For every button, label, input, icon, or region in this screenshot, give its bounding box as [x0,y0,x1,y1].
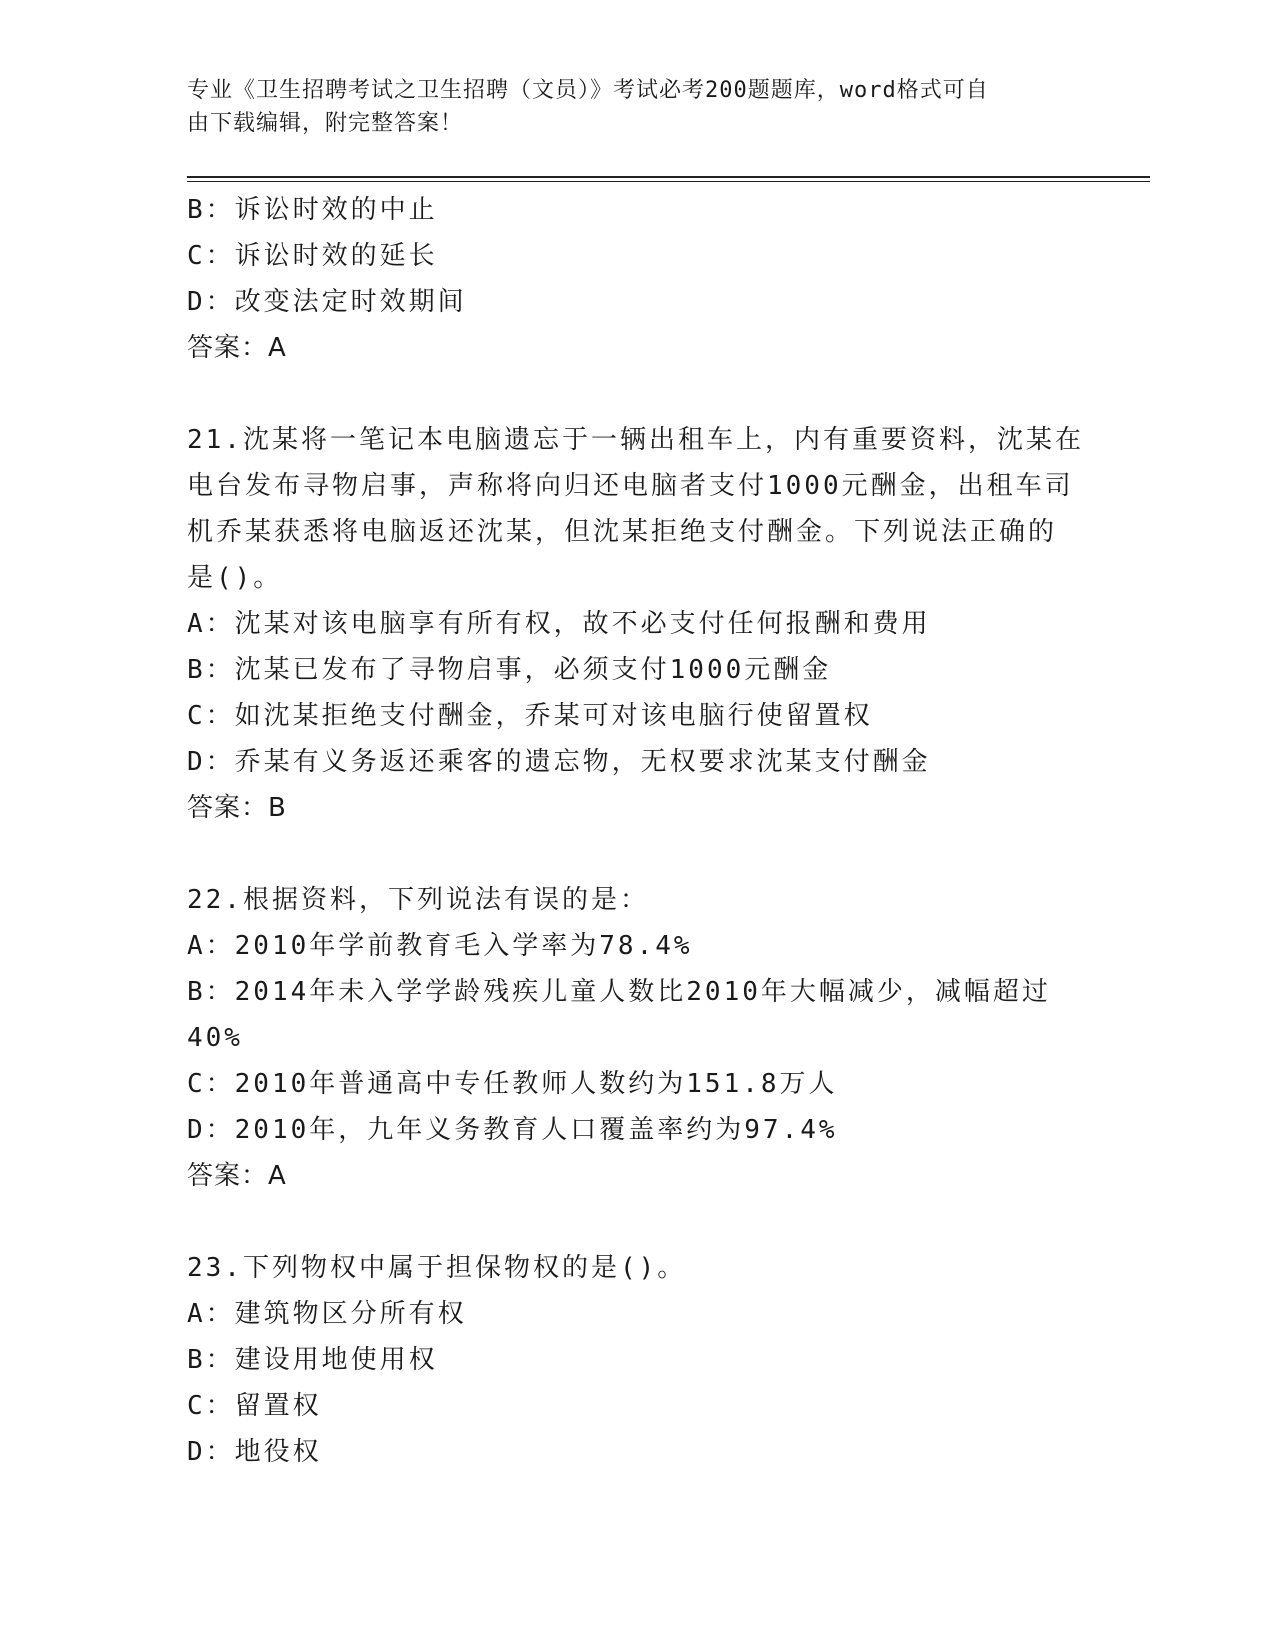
header-line-2: 由下载编辑，附完整答案！ [187,111,464,136]
question-stem-line: 是()。 [187,563,283,593]
question-block-21 [187,417,1087,831]
option-c: C：留置权 [187,1391,322,1421]
answer-line: 答案：A [187,1161,287,1191]
option-c: C：如沈某拒绝支付酬金，乔某可对该电脑行使留置权 [187,701,873,731]
question-stem-line: 21.沈某将一笔记本电脑遗忘于一辆出租车上，内有重要资料，沈某在 [187,425,1084,455]
question-stem-line: 机乔某获悉将电脑返还沈某，但沈某拒绝支付酬金。下列说法正确的 [187,517,1058,547]
option-a: A：2010年学前教育毛入学率为78.4% [187,931,693,961]
option-b: B：建设用地使用权 [187,1345,438,1375]
option-a: A：建筑物区分所有权 [187,1299,467,1329]
spacer [187,831,1087,877]
question-block-prev [187,187,1087,371]
document-header [187,74,1077,140]
option-d: D：乔某有义务返还乘客的遗忘物，无权要求沈某支付酬金 [187,747,931,777]
option-d: D：2010年，九年义务教育人口覆盖率约为97.4% [187,1115,838,1145]
option-b: B：沈某已发布了寻物启事，必须支付1000元酬金 [187,655,832,685]
question-stem-line: 电台发布寻物启事，声称将向归还电脑者支付1000元酬金，出租车司 [187,471,1074,501]
spacer [187,371,1087,417]
header-divider [187,176,1150,182]
question-block-22 [187,877,1087,1199]
header-line-1: 专业《卫生招聘考试之卫生招聘（文员）》考试必考200题题库，word格式可自 [187,78,989,103]
question-block-23 [187,1245,1087,1475]
question-list [187,187,1087,1475]
option-b-continued: 40% [187,1023,243,1053]
option-c: C：2010年普通高中专任教师人数约为151.8万人 [187,1069,838,1099]
option-d: D：地役权 [187,1437,322,1467]
option-b: B：诉讼时效的中止 [187,195,438,225]
answer-line: 答案：A [187,333,287,363]
option-b: B：2014年未入学学龄残疾儿童人数比2010年大幅减少，减幅超过 [187,977,1051,1007]
answer-line: 答案：B [187,793,287,823]
question-stem-line: 23.下列物权中属于担保物权的是()。 [187,1253,687,1283]
spacer [187,1199,1087,1245]
option-c: C：诉讼时效的延长 [187,241,438,271]
option-a: A：沈某对该电脑享有所有权，故不必支付任何报酬和费用 [187,609,931,639]
option-d: D：改变法定时效期间 [187,287,467,317]
question-stem-line: 22.根据资料，下列说法有误的是： [187,885,649,915]
